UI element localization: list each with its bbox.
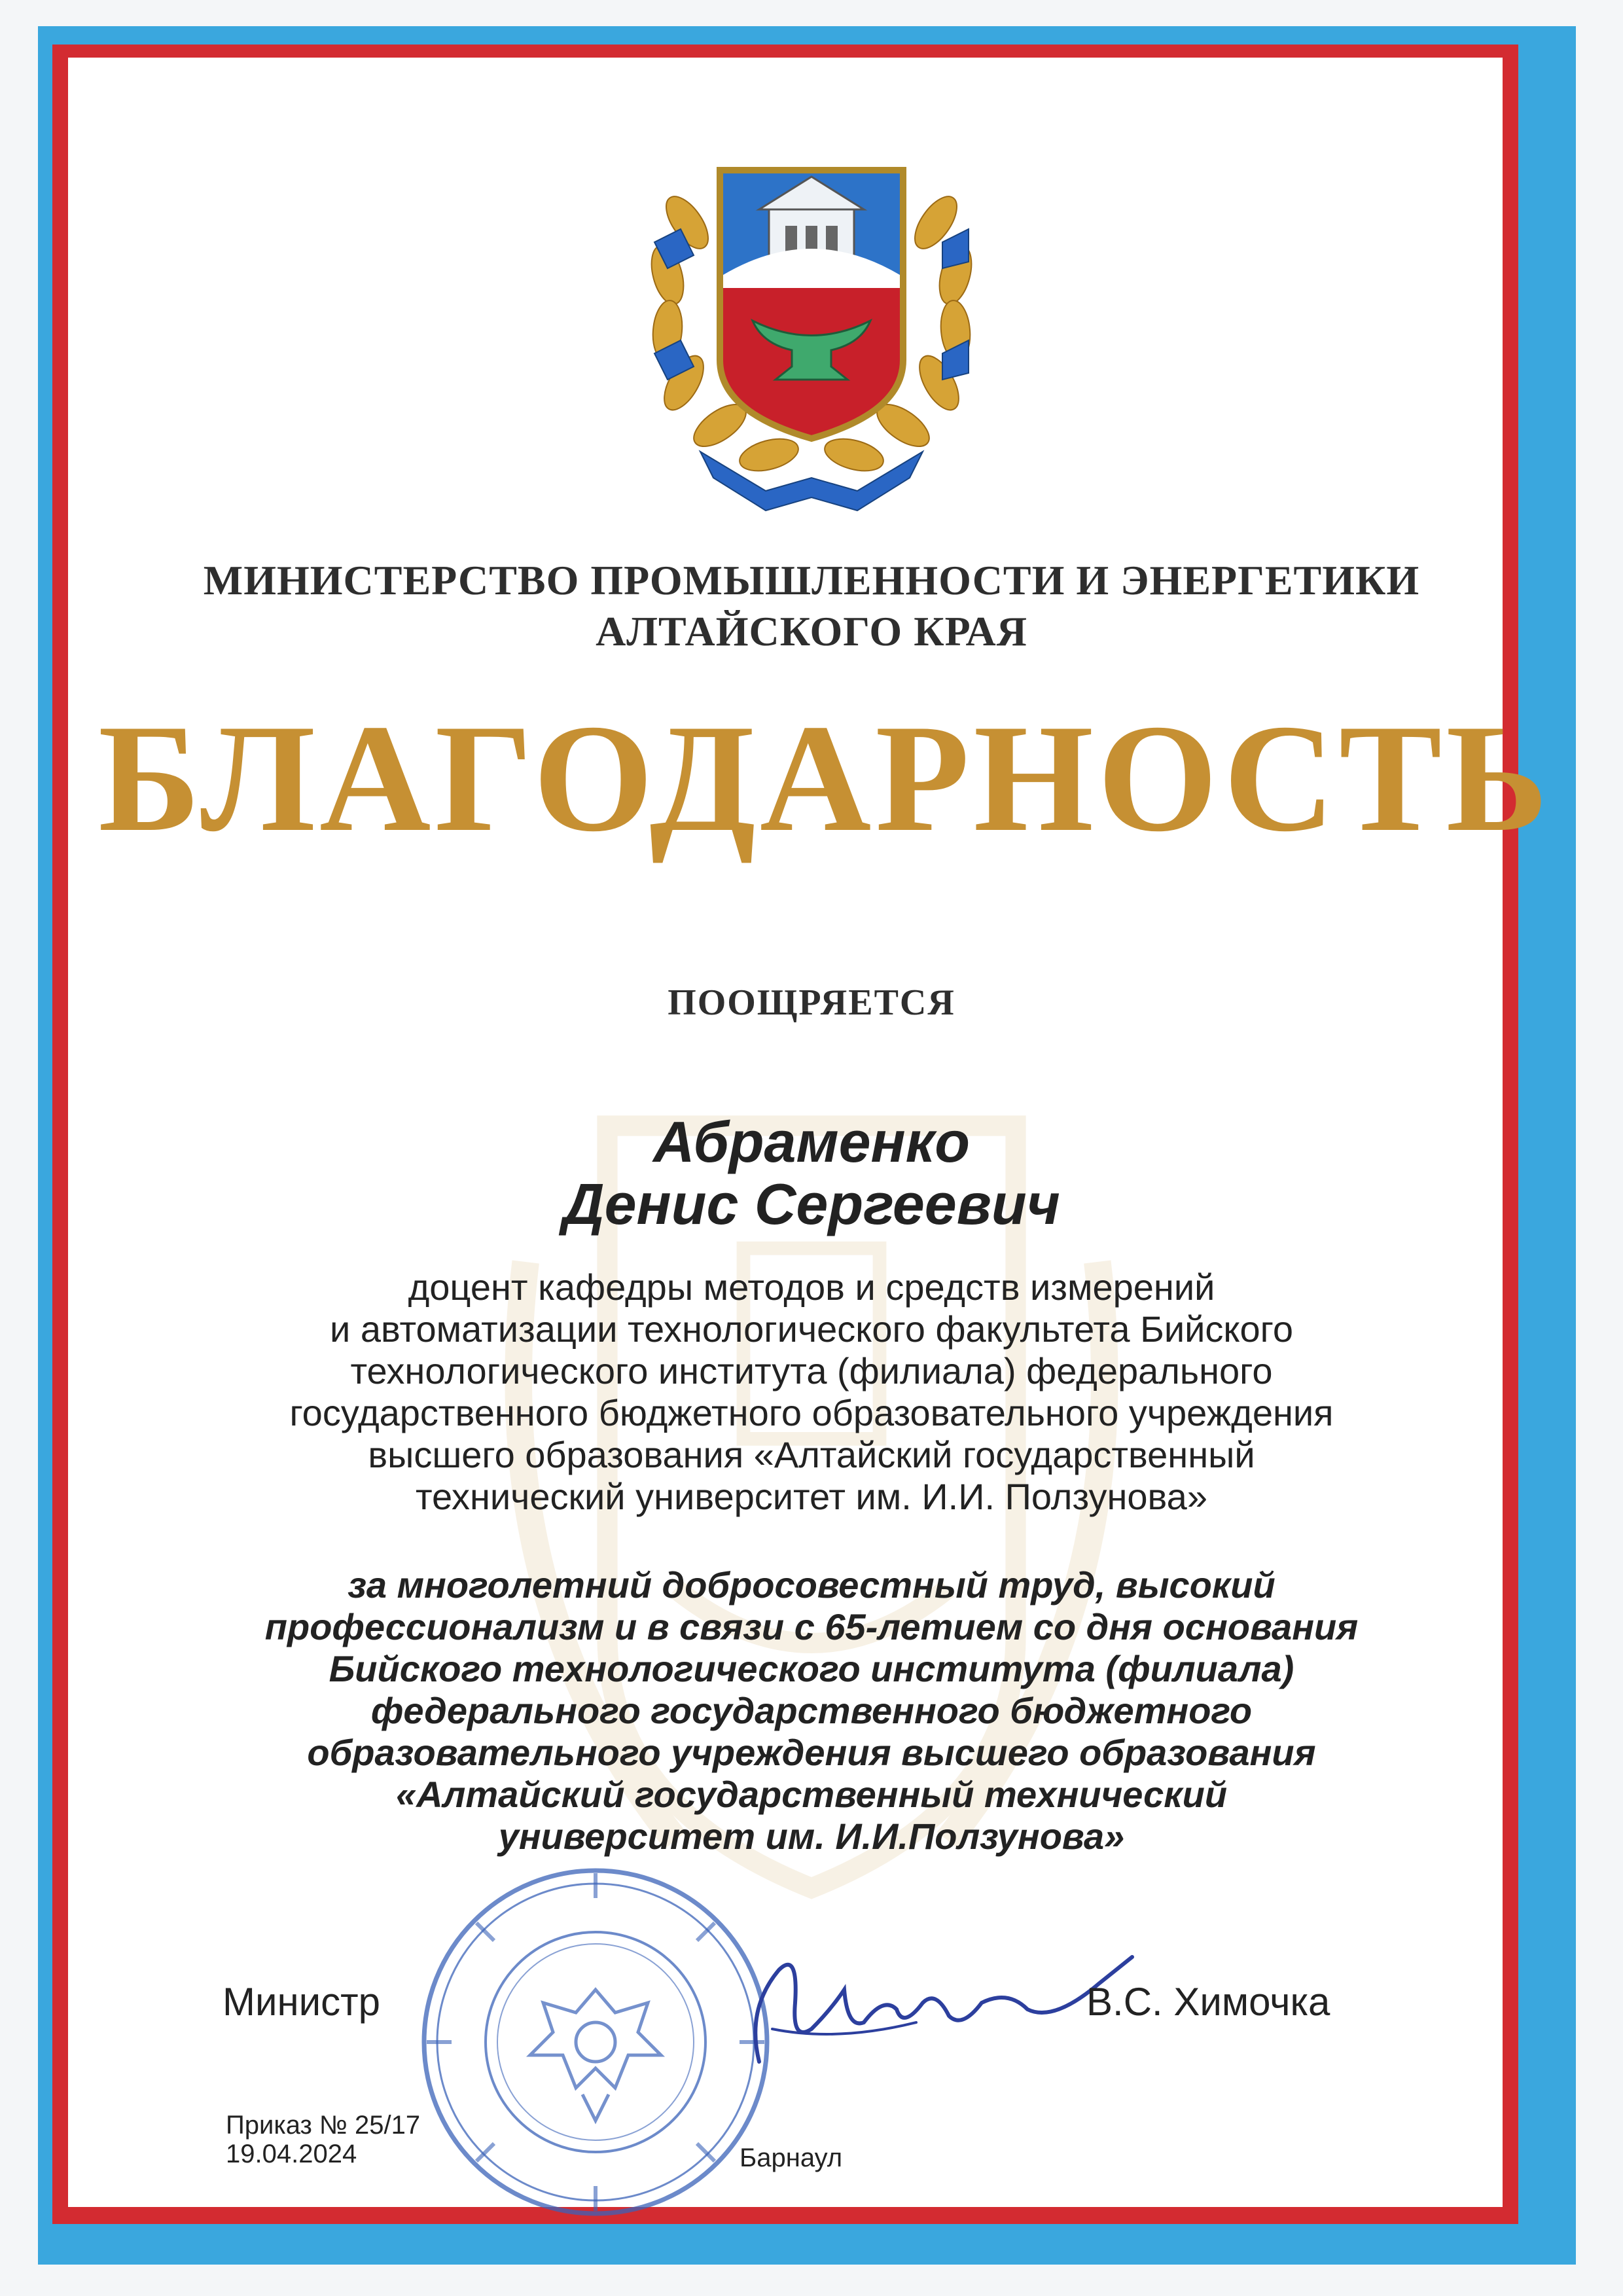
order-number: Приказ № 25/17 [226,2111,421,2140]
ministry-line-2: АЛТАЙСКОГО КРАЯ [596,608,1027,655]
encouraged-label: ПООЩРЯЕТСЯ [668,982,955,1023]
reason-line: «Алтайский государственный технический [395,1774,1228,1815]
reason-line: Бийского технологического института (филиала) [329,1648,1294,1689]
reason-line: университет им. И.И.Ползунова» [498,1816,1125,1857]
position-line: технологического института (филиала) федерального [350,1350,1273,1391]
signer-title: Министр [223,1980,380,2024]
official-seal-icon [412,1859,779,2225]
altai-coat-of-arms-icon [602,124,1021,517]
award-reason [170,1564,1453,1857]
position-line: доцент кафедры методов и средств измерений [408,1266,1215,1308]
recipient-given-name: Денис Сергеевич [563,1172,1060,1236]
order-block [226,2111,420,2168]
position-line: технический университет им. И.И. Ползунова» [416,1476,1207,1517]
reason-line: образовательного учреждения высшего образования [307,1732,1316,1773]
position-line: высшего образования «Алтайский государственный [368,1434,1255,1475]
certificate-title: БЛАГОДАРНОСТЬ [98,693,1552,864]
position-line: и автоматизации технологического факультета Бийского [330,1308,1293,1350]
reason-line: федерального государственного бюджетного [370,1690,1253,1731]
order-date: 19.04.2024 [226,2140,357,2168]
position-line: государственного бюджетного образовательного учреждения [289,1392,1334,1433]
recipient-surname: Абраменко [652,1109,971,1174]
ministry-line-1: МИНИСТЕРСТВО ПРОМЫШЛЕННОСТИ И ЭНЕРГЕТИКИ [203,557,1420,603]
signer-name: В.С. Химочка [1086,1980,1330,2024]
recipient-position [170,1266,1453,1518]
reason-line: за многолетний добросовестный труд, высокий [348,1564,1275,1605]
signature-mark [733,1931,1139,2081]
reason-line: профессионализм и в связи с 65-летием со дня основания [264,1606,1359,1647]
issue-city: Барнаул [740,2144,843,2172]
